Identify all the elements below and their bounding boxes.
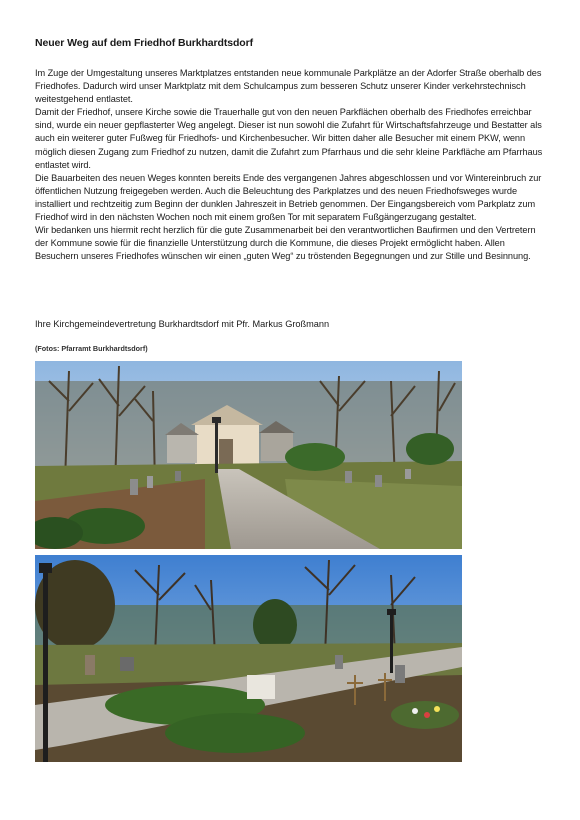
- article-signature: Ihre Kirchgemeindevertretung Burkhardtsdorf mit Pfr. Markus Großmann: [35, 319, 330, 329]
- photo-illustration: [35, 555, 462, 762]
- cemetery-path-chapel-photo: [35, 361, 462, 549]
- photo-illustration: [35, 361, 462, 549]
- paragraph: Damit der Friedhof, unsere Kirche sowie die Trauerhalle gut von den neuen Parkflächen oberhalb des Friedhofes erreichbar sind, wurde ein neuer gepflasterter Weg angelegt. Dieser ist nun sowohl die Zufahrt für Wirtschaftsfahrzeuge und Bestatter als auch ein weiterer guter Fußweg für Friedhofs- und Kirchenbesucher. Wir bitten daher alle Besucher mit einem PKW, wenn möglich diesen Zugang zum Friedhof zu nutzen, damit die Zufahrt zum Pfarrhaus und die sehr kleine Parkfläche am Pfarrhaus entlastet wird.: [35, 107, 543, 170]
- article-body: [35, 67, 545, 263]
- paragraph: Wir bedanken uns hiermit recht herzlich für die gute Zusammenarbeit bei den verantwortlichen Baufirmen und den Vertretern der Kommune sowie für die finanzielle Unterstützung durch die Kommune, die dieses Projekt ermöglicht haben. Allen Besuchern unseres Friedhofes wünschen wir einen „guten Weg“ zu tröstenden Begegnungen und zur Stille und Besinnung.: [35, 225, 536, 262]
- photo-credit: (Fotos: Pfarramt Burkhardtsdorf): [35, 344, 148, 353]
- article-title: Neuer Weg auf dem Friedhof Burkhardtsdorf: [35, 37, 253, 49]
- paragraph: Im Zuge der Umgestaltung unseres Marktplatzes entstanden neue kommunale Parkplätze an der Adorfer Straße oberhalb des Friedhofes. Dadurch wird unser Marktplatz mit dem Schulcampus zum besseren Schutz unserer Kinder verkehrstechnisch weitestgehend entlastet.: [35, 68, 542, 105]
- cemetery-graves-lamp-photo: [35, 555, 462, 762]
- paragraph: Die Bauarbeiten des neuen Weges konnten bereits Ende des vergangenen Jahres abgeschlossen und vor Wintereinbruch zur öffentlichen Nutzung freigegeben werden. Auch die Beleuchtung des Parkplatzes und des neuen Friedhofsweges wurde installiert und rechtzeitig zum Beginn der dunklen Jahreszeit in Betrieb genommen. Der Eingangsbereich vom Parkplatz zum Friedhof wird in den nächsten Wochen noch mit einem großen Tor mit separatem Fußgängerzugang gestaltet.: [35, 172, 542, 223]
